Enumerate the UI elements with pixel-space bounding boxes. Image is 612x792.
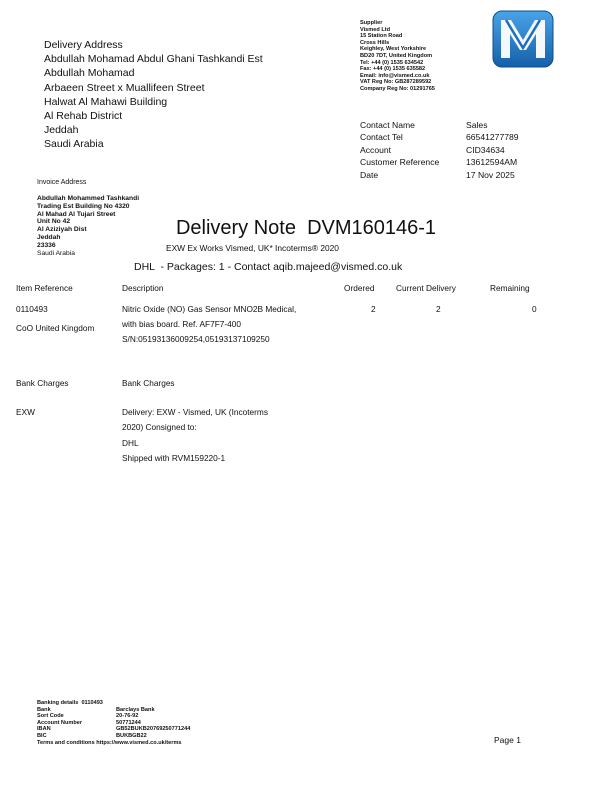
banking-details	[37, 700, 190, 746]
banking-row	[37, 713, 190, 720]
item-remaining: 0	[532, 304, 537, 314]
shipping-line: DHL - Packages: 1 - Contact aqib.majeed@vismed.co.uk	[134, 261, 403, 273]
banking-key: IBAN	[37, 726, 51, 733]
banking-value: BUKBGB22	[116, 732, 147, 739]
supplier-line: BD20 7DT, United Kingdom	[360, 52, 433, 59]
exw-reference: EXW	[16, 407, 35, 417]
banking-key: Account Number	[37, 719, 83, 726]
item-description	[122, 302, 296, 347]
contact-value: Sales	[466, 120, 488, 130]
item-current-delivery: 2	[436, 304, 441, 314]
banking-value: Barclays Bank	[116, 706, 155, 713]
document-title-text: Delivery Note DVM160146-1	[175, 217, 437, 239]
document-title	[0, 217, 612, 240]
vismed-logo	[492, 10, 554, 68]
delivery-address-line: Abdullah Mohamad	[44, 67, 135, 80]
contact-value: 66541277789	[466, 132, 519, 143]
invoice-address-line: 23336	[37, 241, 56, 249]
contact-key: Customer Reference	[360, 157, 440, 168]
supplier-line: Keighley, West Yorkshire	[360, 46, 427, 53]
contact-row	[360, 131, 519, 143]
supplier-line: Vismed Ltd	[360, 26, 391, 33]
header-remaining: Remaining	[490, 283, 530, 293]
terms-link[interactable]: Terms and conditions https://www.vismed.co.uk/terms	[37, 739, 182, 746]
banking-row	[37, 733, 190, 740]
bank-charges-reference: Bank Charges	[16, 378, 69, 388]
delivery-address-line: Delivery Address	[44, 39, 123, 51]
contact-key: Contact Name	[360, 120, 415, 130]
contact-row	[360, 156, 519, 168]
invoice-address-line: Abdullah Mohammed Tashkandi	[37, 195, 140, 202]
delivery-address-line: Saudi Arabia	[44, 138, 104, 151]
contact-key: Date	[360, 169, 379, 180]
delivery-address	[44, 38, 263, 152]
item-ordered: 2	[371, 304, 376, 314]
banking-row	[37, 726, 190, 733]
header-item-reference: Item Reference	[16, 283, 73, 293]
contact-value: CID34634	[466, 144, 505, 155]
delivery-address-line: Halwat Al Mahawi Building	[44, 95, 168, 108]
delivery-address-line: Arbaeen Street x Muallifeen Street	[44, 81, 205, 94]
invoice-address-line: Trading Est Building No 4320	[37, 202, 130, 210]
header-current-delivery: Current Delivery	[396, 283, 456, 293]
banking-title: Banking details 0110493	[37, 700, 103, 706]
supplier-line: Email: info@vismed.co.uk	[360, 72, 430, 79]
supplier-line: Company Reg No: 01291765	[360, 85, 435, 92]
contact-row	[360, 169, 519, 181]
contact-key: Account	[360, 144, 392, 155]
invoice-address-line: Al Aziziyah Dist	[37, 226, 87, 234]
item-description-line: Nitric Oxide (NO) Gas Sensor MNO2B Medical,	[122, 304, 297, 314]
contact-value: 17 Nov 2025	[466, 169, 515, 180]
banking-value: 20-76-92	[116, 713, 139, 720]
item-reference: 0110493	[16, 304, 48, 314]
supplier-line: 15 Station Road	[360, 33, 403, 40]
invoice-address-label: Invoice Address	[37, 179, 87, 186]
invoice-address-line: Jeddah	[37, 233, 61, 241]
delivery-address-line: Jeddah	[44, 124, 79, 137]
contact-key: Contact Tel	[360, 132, 403, 143]
banking-value: GB52BUKB20769250771244	[116, 726, 191, 733]
invoice-address-line: Unit No 42	[37, 218, 71, 226]
delivery-address-line: Al Rehab District	[44, 110, 123, 123]
banking-value: 50771244	[116, 719, 141, 726]
exw-description	[122, 405, 268, 467]
contact-block	[360, 119, 519, 181]
banking-key: Bank	[37, 706, 51, 713]
incoterms-line: EXW Ex Works Vismed, UK* Incoterms® 2020	[166, 243, 339, 253]
banking-key: BIC	[37, 732, 47, 739]
invoice-address-line: Saudi Arabia	[37, 249, 75, 257]
bank-charges-description: Bank Charges	[122, 378, 175, 388]
contact-row	[360, 119, 519, 131]
exw-description-line: 2020) Consigned to:	[122, 422, 197, 433]
supplier-line: Tel: +44 (0) 1535 634542	[360, 59, 424, 66]
header-description: Description	[122, 283, 164, 293]
exw-description-line: DHL	[122, 437, 139, 448]
item-country-of-origin: CoO United Kingdom	[16, 323, 95, 333]
supplier-line: Supplier	[360, 20, 383, 26]
supplier-line: Fax: +44 (0) 1535 635582	[360, 66, 426, 73]
banking-row	[37, 720, 190, 727]
supplier-line: VAT Reg No: GB287289592	[360, 79, 432, 86]
delivery-address-line: Abdullah Mohamad Abdul Ghani Tashkandi Est	[44, 53, 263, 66]
page-number: Page 1	[494, 735, 521, 745]
supplier-block	[360, 20, 435, 93]
exw-description-line: Shipped with RVM159220-1	[122, 453, 226, 464]
supplier-line: Cross Hills	[360, 39, 390, 46]
invoice-address-line: Al Mahad Al Tujari Street	[37, 210, 116, 218]
contact-row	[360, 144, 519, 156]
contact-value: 13612594AM	[466, 157, 518, 168]
header-ordered: Ordered	[344, 283, 375, 293]
item-description-line: with bias board. Ref. AF7F7-400	[122, 319, 241, 329]
exw-description-line: Delivery: EXW - Vismed, UK (Incoterms	[122, 407, 268, 417]
banking-row	[37, 707, 190, 714]
banking-key: Sort Code	[37, 713, 64, 720]
item-description-line: S/N:05193136009254,05193137109250	[122, 334, 270, 344]
